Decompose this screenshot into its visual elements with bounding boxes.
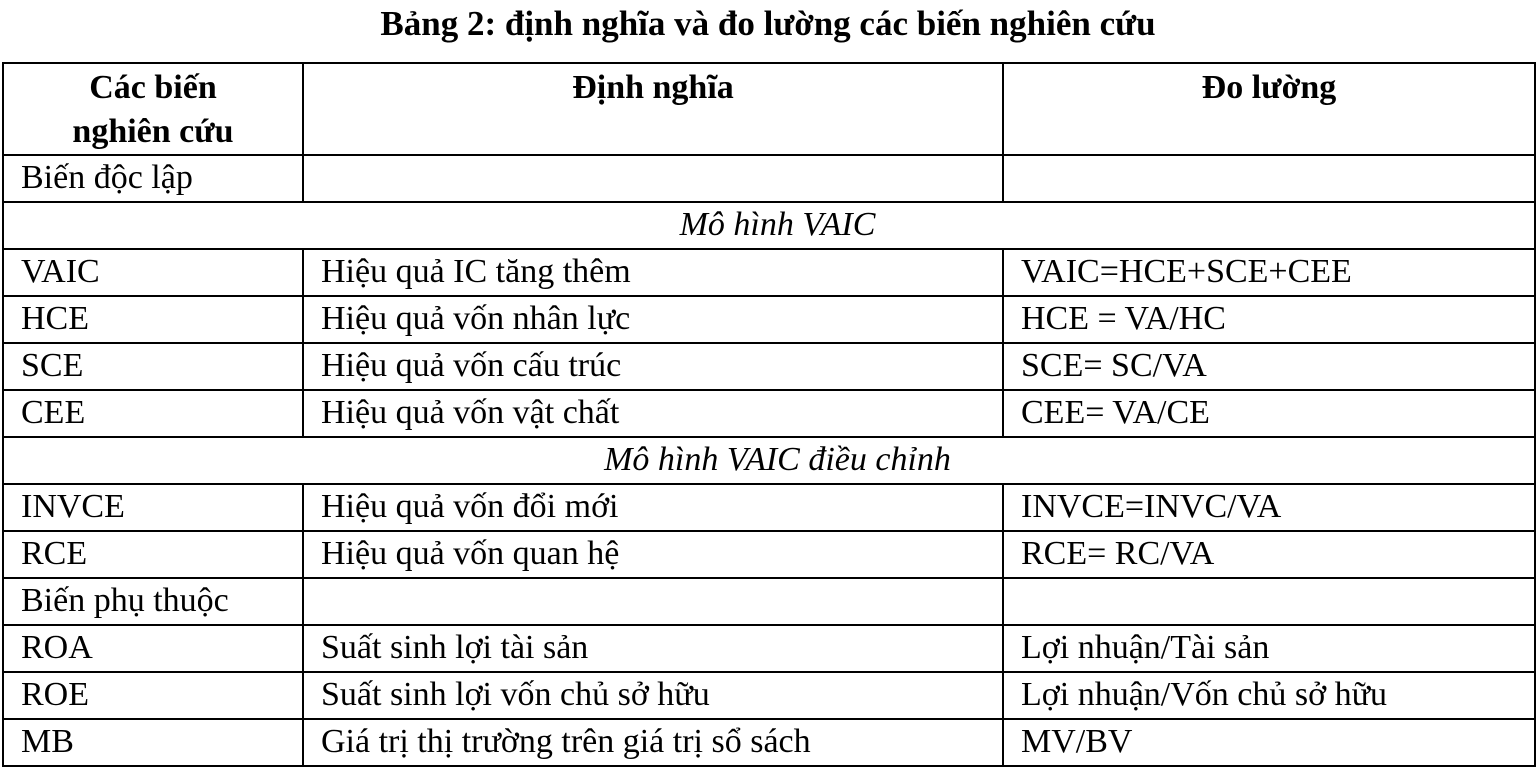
measurement-cell: Lợi nhuận/Tài sản xyxy=(1003,625,1535,672)
table-row xyxy=(3,625,1535,672)
header-variables-line2: nghiên cứu xyxy=(72,113,234,150)
definition-cell: Hiệu quả IC tăng thêm xyxy=(303,249,1003,296)
definition-cell: Hiệu quả vốn cấu trúc xyxy=(303,343,1003,390)
independent-group-row xyxy=(3,155,1535,202)
variable-cell: VAIC xyxy=(3,249,303,296)
variable-cell: INVCE xyxy=(3,484,303,531)
header-variables-line1: Các biến xyxy=(89,69,217,106)
dependent-group-row xyxy=(3,578,1535,625)
definition-cell: Giá trị thị trường trên giá trị sổ sách xyxy=(303,719,1003,766)
header-measurement: Đo lường xyxy=(1003,63,1535,155)
independent-label: Biến độc lập xyxy=(3,155,303,202)
variable-cell: SCE xyxy=(3,343,303,390)
empty-cell xyxy=(1003,155,1535,202)
section-row-vaic xyxy=(3,202,1535,249)
table-row xyxy=(3,719,1535,766)
measurement-cell: MV/BV xyxy=(1003,719,1535,766)
table-row xyxy=(3,390,1535,437)
definition-cell: Suất sinh lợi tài sản xyxy=(303,625,1003,672)
variable-cell: MB xyxy=(3,719,303,766)
definition-cell: Suất sinh lợi vốn chủ sở hữu xyxy=(303,672,1003,719)
measurement-cell: CEE= VA/CE xyxy=(1003,390,1535,437)
table-row xyxy=(3,484,1535,531)
section-row-adjusted xyxy=(3,437,1535,484)
table-row xyxy=(3,343,1535,390)
empty-cell xyxy=(303,155,1003,202)
table-row xyxy=(3,672,1535,719)
definition-cell: Hiệu quả vốn đổi mới xyxy=(303,484,1003,531)
variables-table xyxy=(2,62,1536,767)
variable-cell: CEE xyxy=(3,390,303,437)
dependent-label: Biến phụ thuộc xyxy=(3,578,303,625)
variable-cell: RCE xyxy=(3,531,303,578)
header-row xyxy=(3,63,1535,155)
definition-cell: Hiệu quả vốn vật chất xyxy=(303,390,1003,437)
variable-cell: ROE xyxy=(3,672,303,719)
measurement-cell: RCE= RC/VA xyxy=(1003,531,1535,578)
empty-cell xyxy=(1003,578,1535,625)
empty-cell xyxy=(303,578,1003,625)
header-definition: Định nghĩa xyxy=(303,63,1003,155)
table-title: Bảng 2: định nghĩa và đo lường các biến nghiên cứu xyxy=(380,4,1156,43)
measurement-cell: INVCE=INVC/VA xyxy=(1003,484,1535,531)
measurement-cell: VAIC=HCE+SCE+CEE xyxy=(1003,249,1535,296)
definition-cell: Hiệu quả vốn quan hệ xyxy=(303,531,1003,578)
variable-cell: HCE xyxy=(3,296,303,343)
table-row xyxy=(3,249,1535,296)
table-row xyxy=(3,531,1535,578)
section-label-adjusted: Mô hình VAIC điều chỉnh xyxy=(3,437,1535,484)
measurement-cell: Lợi nhuận/Vốn chủ sở hữu xyxy=(1003,672,1535,719)
section-label-vaic: Mô hình VAIC xyxy=(3,202,1535,249)
measurement-cell: SCE= SC/VA xyxy=(1003,343,1535,390)
header-variables xyxy=(3,63,303,155)
definition-cell: Hiệu quả vốn nhân lực xyxy=(303,296,1003,343)
variable-cell: ROA xyxy=(3,625,303,672)
measurement-cell: HCE = VA/HC xyxy=(1003,296,1535,343)
table-row xyxy=(3,296,1535,343)
